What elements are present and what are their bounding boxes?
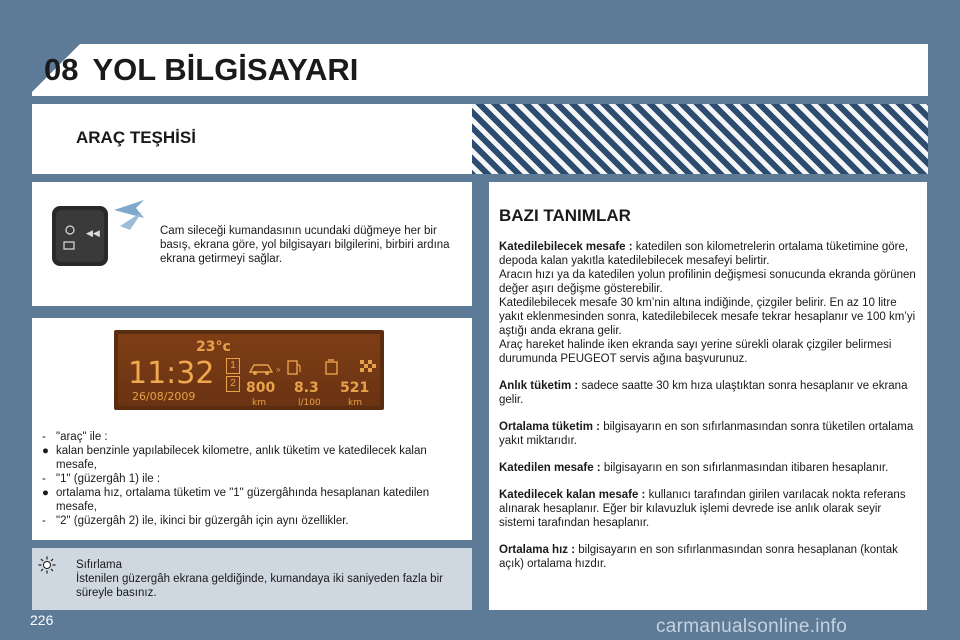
display-value-remaining: 521 [340,380,370,396]
car-icon [250,365,272,375]
reset-body: İstenilen güzergâh ekrana geldiğinde, kumandaya iki saniyeden fazla bir süreyle basınız. [76,573,443,599]
display-unit-range: km [252,398,266,408]
chapter-number: 08 [44,52,79,87]
multifunction-display [114,330,384,410]
display-date: 26/08/2009 [132,390,196,403]
definitions-list [499,240,917,584]
svg-text:◀◀: ◀◀ [86,229,100,239]
fuel-pump-icon [288,361,300,374]
svg-text:»: » [276,365,281,374]
section-title: ARAÇ TEŞHİSİ [76,128,196,147]
display-icons [246,356,380,378]
display-value-range: 800 [246,380,276,396]
definition-item: Ortalama hız : bilgisayarın en son sıfırlanmasından sonra hesaplanan (kontak açık) ortalama hızdır. [499,544,898,570]
sun-reset-icon [38,556,56,574]
reset-title: Sıfırlama [76,559,123,571]
definition-item: Katedilen mesafe : bilgisayarın en son sıfırlanmasından itibaren hesaplanır. [499,462,889,474]
reset-instructions [76,558,466,600]
display-value-consumption: 8.3 [294,380,319,396]
page-number: 226 [30,612,54,628]
list-item: - "2" (güzergâh 2) ile, ikinci bir güzergâh için aynı özellikler. [42,515,349,527]
definition-item: Katedilecek kalan mesafe : kullanıcı tarafından girilen varılacak nokta referans alınarak hesaplanır. Eğer bir kılavuzluk işlemi devrede ise anlık olarak seyir sistemi tarafından hesaplanır. [499,489,906,529]
display-time: 11:32 [128,356,215,391]
fuel-can-icon [326,360,337,374]
display-temperature: 23°c [196,339,231,355]
definitions-title: BAZI TANIMLAR [499,206,631,225]
finish-flag-icon [360,360,376,372]
list-item: ● ortalama hız, ortalama tüketim ve "1" güzergâhında hesaplanan katedilen mesafe, [42,487,430,513]
display-unit-consumption: l/100 [298,398,321,408]
definition-item: Ortalama tüketim : bilgisayarın en son sıfırlanmasından sonra tüketilen ortalama yakıt miktarıdır. [499,421,914,447]
chapter-title: YOL BİLGİSAYARI [92,52,359,87]
wiper-stalk-icon [50,196,146,268]
trip-tab-1: 1 [226,358,240,374]
trip-tabs [226,358,240,408]
watermark: carmanualsonline.info [656,616,848,637]
stalk-description: Cam sileceği kumandasının ucundaki düğmeye her bir basış, ekrana göre, yol bilgisayarı bilgilerini, birbiri ardına ekrana getirmeyi sağlar. [160,225,450,265]
display-unit-remaining: km [348,398,362,408]
list-item: - "1" (güzergâh 1) ile : [42,473,161,485]
definition-item: Katedilebilecek mesafe : katedilen son kilometrelerin ortalama tüketimine göre, depoda kalan yakıtla katedilebilecek mesafeyi belirtir. Aracın hızı ya da katedilen yolun profilinin değişmesi sonucunda ekranda görünen değer aşırı değişme gösterebilir. Katedilebilecek mesafe 30 km’nin altına indiğinde, çizgiler belirir. En az 10 litre yakıt eklenmesinden sonra, katedilebilecek mesafe tekrar hesaplanır ve 100 km’yi aştığı anda ekrana gelir. Araç hareket halinde iken ekranda sayı yerine sürekli olarak çizgiler belirmesi durumunda PEUGEOT servis ağına başvurunuz. [499,241,916,365]
definition-item: Anlık tüketim : sadece saatte 30 km hıza ulaştıktan sonra hesaplanır ve ekrana gelir. [499,380,908,406]
display-mode-list [42,430,462,528]
list-item: - "araç" ile : [42,431,108,443]
chapter-heading [44,52,358,88]
trip-tab-2: 2 [226,376,240,392]
list-item: ● kalan benzinle yapılabilecek kilometre, anlık tüketim ve katedilecek kalan mesafe, [42,445,427,471]
